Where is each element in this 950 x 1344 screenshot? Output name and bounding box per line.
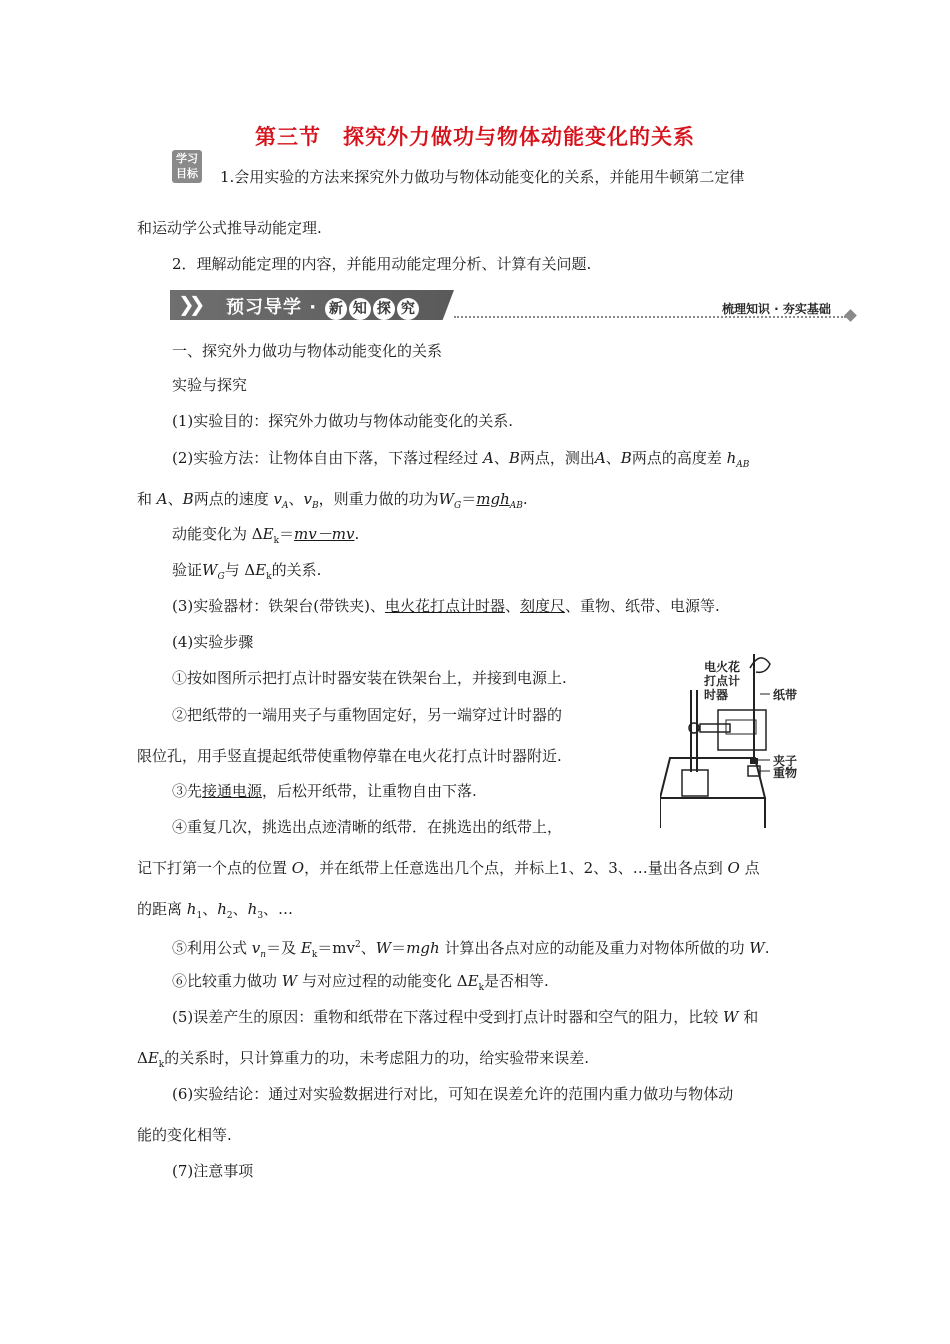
step-5-text-a: ⑤利用公式 [172, 939, 248, 957]
equip-ruler: 刻度尺 [519, 597, 565, 615]
ke-formula: mv－mv [294, 525, 355, 543]
learning-goals-badge [172, 150, 202, 183]
figure-label-timer-2: 打点计 [704, 674, 741, 688]
step-4-text-c: 点 [744, 859, 760, 877]
para-error-line1: (5)误差产生的原因：重物和纸带在下落过程中受到打点计时器和空气的阻力，比较 W 和 [172, 1008, 759, 1026]
figure-label-weight: 重物 [773, 766, 798, 780]
step-4-text-d: 的距离 [137, 900, 183, 918]
banner-title [226, 293, 420, 320]
error-text-a: (5)误差产生的原因：重物和纸带在下落过程中受到打点计时器和空气的阻力，比较 [172, 1008, 719, 1026]
step-3-text-b: ，后松开纸带，让重物自由下落. [262, 782, 477, 800]
step-6-text-b: 与对应过程的动能变化 Δ [302, 972, 468, 990]
step-5-text-b: ＝及 [266, 939, 297, 957]
step-4-line3: 的距离 $h_1$、$h_2$、$h_3$、… [137, 900, 294, 921]
work-formula: mgh [476, 490, 510, 508]
method-text-d: 和 [137, 490, 153, 508]
goal-1-line1: 1.会用实验的方法来探究外力做功与物体动能变化的关系，并能用牛顿第二定律 [220, 168, 745, 186]
step-4-text-a: 记下打第一个点的位置 [137, 859, 288, 877]
para-notes-heading: (7)注意事项 [172, 1162, 254, 1180]
method-text-c: 两点的高度差 [631, 449, 722, 467]
step-6: ⑥比较重力做功 W 与对应过程的动能变化 $\Delta E_k$是否相等. [172, 972, 549, 993]
banner-char-2: 知 [349, 298, 371, 320]
step-3-power: 接通电源 [202, 782, 263, 800]
para-verify: 验证$W_G$与 $\Delta E_k$的关系. [172, 561, 322, 582]
ke-change-label: 动能变化为 Δ [172, 525, 263, 543]
verify-text-a: 验证 [172, 561, 203, 579]
figure-label-timer [704, 660, 740, 702]
equip-timer: 电火花打点计时器 [384, 597, 505, 615]
figure-label-clip: 夹子 [773, 754, 798, 768]
apparatus-figure [660, 650, 820, 834]
para-conclusion-line1: (6)实验结论：通过对实验数据进行对比，可知在误差允许的范围内重力做功与物体动 [172, 1085, 734, 1103]
section-heading: 一、探究外力做功与物体动能变化的关系 [172, 342, 443, 360]
banner-char-1: 新 [325, 298, 347, 320]
verify-text-c: 的关系. [271, 561, 322, 579]
badge-line2: 目标 [176, 167, 198, 180]
page-title: 第三节 探究外力做功与物体动能变化的关系 [255, 125, 695, 149]
banner-right-tag: 梳理知识 · 夯实基础 [722, 302, 831, 316]
method-text-a: (2)实验方法：让物体自由下落，下落过程经过 [172, 449, 479, 467]
step-4-line1: ④重复几次，挑选出点迹清晰的纸带．在挑选出的纸带上， [172, 818, 563, 836]
banner-text: 预习导学 · [226, 297, 318, 318]
step-4-text-b: ，并在纸带上任意选出几个点，并标上1、2、3、…量出各点到 [304, 859, 723, 877]
step-6-text-a: ⑥比较重力做功 [172, 972, 278, 990]
para-error-line2: $\Delta E_k$的关系时，只计算重力的功，未考虑阻力的功，给实验带来误差. [137, 1049, 590, 1070]
goal-2: 2．理解动能定理的内容，并能用动能定理分析、计算有关问题. [172, 255, 592, 273]
step-5-text-e: ＝ [391, 939, 407, 957]
para-conclusion-line2: 能的变化相等. [137, 1126, 232, 1144]
goal-1-line2: 和运动学公式推导动能定理. [137, 219, 322, 237]
para-steps-heading: (4)实验步骤 [172, 633, 254, 651]
figure-label-timer-3: 时器 [704, 688, 729, 702]
para-method-line2: 和 A、B两点的速度 $v_A$、$v_B$，则重力做的功为$W_G=mgh_{AB}$. [137, 490, 528, 511]
method-text-b: 两点，测出 [519, 449, 595, 467]
step-2-line1: ②把纸带的一端用夹子与重物固定好，另一端穿过计时器的 [172, 706, 563, 724]
error-text-b: 和 [743, 1008, 759, 1026]
step-5-text-f: 计算出各点对应的动能及重力对物体所做的功 [444, 939, 745, 957]
equip-sep: 、 [504, 597, 520, 615]
banner-char-4: 究 [397, 298, 419, 320]
step-2-line2: 限位孔，用手竖直提起纸带使重物停靠在电火花打点计时器附近. [137, 747, 562, 765]
method-text-e: 两点的速度 [193, 490, 269, 508]
equip-text-a: (3)实验器材：铁架台(带铁夹)、 [172, 597, 385, 615]
para-method-line1: (2)实验方法：让物体自由下落，下落过程经过 A、B两点，测出A、B两点的高度差 $h_{AB}$ [172, 449, 750, 470]
step-5-text-d: 、 [360, 939, 376, 957]
step-3 [172, 780, 477, 802]
para-equipment [172, 595, 720, 617]
method-text-f: ，则重力做的功为 [318, 490, 439, 508]
step-1: ①按如图所示把打点计时器安装在铁架台上，并接到电源上. [172, 669, 567, 687]
banner-char-3: 探 [373, 298, 395, 320]
para-purpose: (1)实验目的：探究外力做功与物体动能变化的关系. [172, 412, 514, 430]
step-4-line2: 记下打第一个点的位置 O，并在纸带上任意选出几个点，并标上1、2、3、…量出各点到 O 点 [137, 859, 760, 877]
diamond-icon [844, 309, 857, 322]
step-5-text-c: ＝mv [317, 939, 355, 957]
equip-text-b: 、重物、纸带、电源等. [565, 597, 720, 615]
figure-label-timer-1: 电火花 [704, 660, 741, 674]
verify-text-b: 与 Δ [224, 561, 256, 579]
subheading: 实验与探究 [172, 376, 248, 394]
step-5: ⑤利用公式 $v_n=$及 $E_k=mv^2$、W＝mgh 计算出各点对应的动能及重力对物体所做的功 W. [172, 939, 770, 960]
figure-label-tape: 纸带 [773, 688, 798, 702]
step-6-text-c: 是否相等. [484, 972, 549, 990]
step-3-text-a: ③先 [172, 782, 203, 800]
error-text-c: 的关系时，只计算重力的功，未考虑阻力的功，给实验带来误差. [164, 1049, 590, 1067]
para-ke-change: 动能变化为 $\Delta E_k=mv-mv$. [172, 525, 360, 546]
badge-line1: 学习 [176, 152, 198, 165]
chevron-icon: ❯❯ [178, 292, 200, 316]
